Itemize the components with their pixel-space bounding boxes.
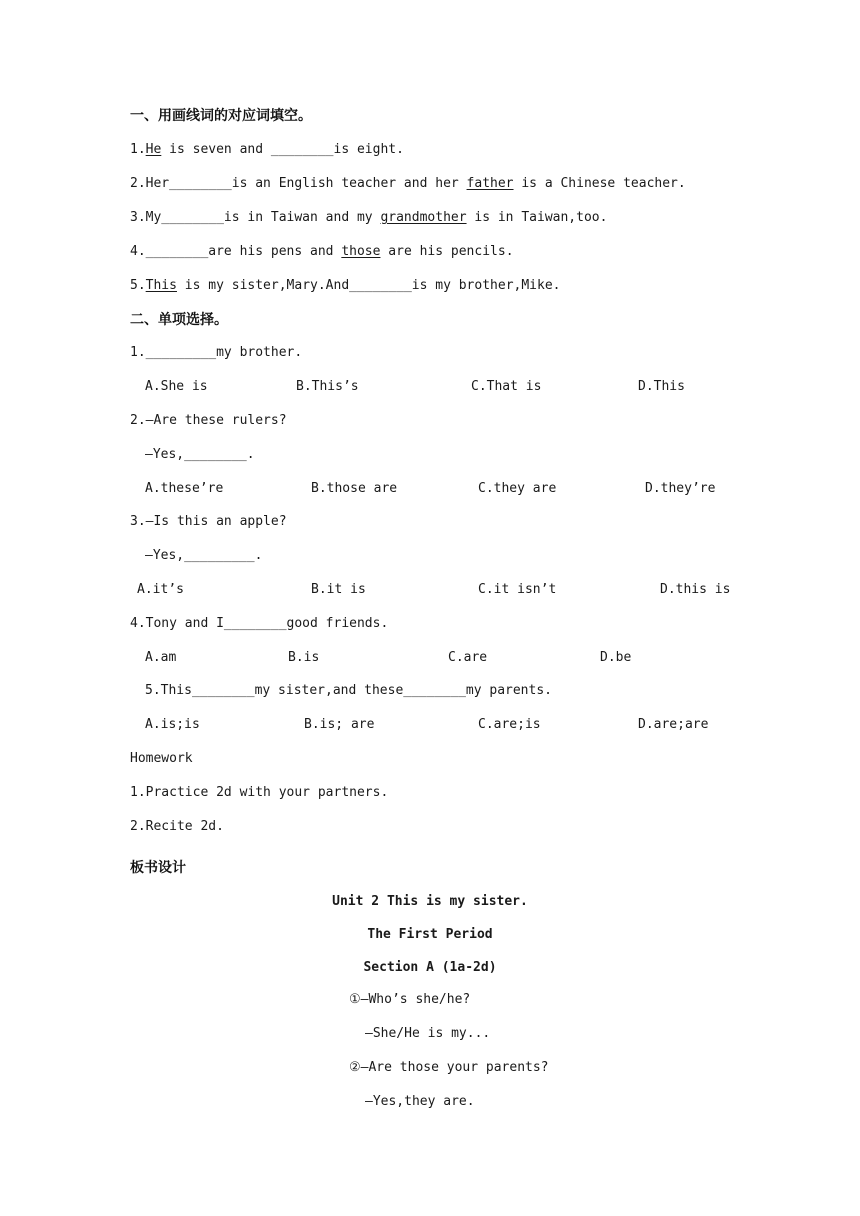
fill-item-4-underlined: those [341, 244, 381, 259]
fill-item-1 [130, 141, 404, 159]
homework-item-2: 2.Recite 2d. [130, 819, 224, 834]
mc-q2-answer-line: —Yes,________. [145, 447, 255, 462]
fill-item-2-prefix: 2.Her________is an English teacher and her [130, 176, 467, 191]
fill-item-4-prefix: 4.________are his pens and [130, 244, 342, 259]
board-line-1: ①—Who’s she/he? [349, 992, 471, 1007]
mc-q4-stem: 4.Tony and I________good friends. [130, 616, 389, 631]
mc-q4-option-d: D.be [600, 650, 632, 665]
fill-item-3-underlined: grandmother [380, 210, 467, 225]
board-line-3: ②—Are those your parents? [349, 1060, 549, 1075]
section2-heading: 二、单项选择。 [130, 312, 228, 328]
mc-q2-option-a: A.these’re [145, 481, 224, 496]
fill-item-5-prefix: 5. [130, 278, 146, 293]
fill-item-3 [130, 209, 607, 227]
mc-q5-option-b: B.is; are [304, 717, 375, 732]
fill-item-5-underlined: This [145, 278, 177, 293]
mc-q1-option-a: A.She is [145, 379, 208, 394]
mc-q3-answer-line: —Yes,_________. [145, 548, 263, 563]
fill-item-1-prefix: 1. [130, 142, 146, 157]
mc-q2-option-b: B.those are [311, 481, 398, 496]
homework-title: Homework [130, 751, 193, 766]
mc-q4-option-c: C.are [448, 650, 488, 665]
mc-q1-option-d: D.This [638, 379, 685, 394]
mc-q1-option-b: B.This’s [296, 379, 359, 394]
mc-q3-option-b: B.it is [311, 582, 366, 597]
mc-q2-option-d: D.they’re [645, 481, 716, 496]
fill-item-5-suffix: is my sister,Mary.And________is my brother,Mike. [176, 278, 561, 293]
mc-q2-option-c: C.they are [478, 481, 557, 496]
mc-q1-stem: 1._________my brother. [130, 345, 303, 360]
fill-item-3-prefix: 3.My________is in Taiwan and my [130, 210, 381, 225]
board-section: Section A (1a-2d) [363, 960, 497, 975]
fill-item-1-underlined: He [145, 142, 162, 157]
fill-item-2-underlined: father [466, 176, 514, 191]
mc-q3-stem: 3.—Is this an apple? [130, 514, 287, 529]
fill-item-2-suffix: is a Chinese teacher. [513, 176, 686, 191]
mc-q1-option-c: C.That is [471, 379, 542, 394]
fill-item-5 [130, 277, 560, 295]
section1-heading: 一、用画线词的对应词填空。 [130, 108, 312, 124]
mc-q4-option-a: A.am [145, 650, 177, 665]
mc-q3-option-d: D.this is [660, 582, 731, 597]
fill-item-1-suffix: is seven and ________is eight. [161, 142, 404, 157]
fill-item-4-suffix: are his pencils. [380, 244, 514, 259]
mc-q3-option-c: C.it isn’t [478, 582, 557, 597]
mc-q5-option-d: D.are;are [638, 717, 709, 732]
board-line-4: —Yes,they are. [365, 1094, 475, 1109]
mc-q5-stem: 5.This________my sister,and these________my parents. [145, 683, 552, 698]
board-title: Unit 2 This is my sister. [332, 894, 528, 909]
board-heading: 板书设计 [130, 860, 186, 876]
fill-item-3-suffix: is in Taiwan,too. [466, 210, 608, 225]
board-line-2: —She/He is my... [365, 1026, 491, 1041]
mc-q5-option-a: A.is;is [145, 717, 200, 732]
fill-item-2 [130, 175, 686, 193]
mc-q5-option-c: C.are;is [478, 717, 541, 732]
homework-item-1: 1.Practice 2d with your partners. [130, 785, 389, 800]
mc-q3-option-a: A.it’s [137, 582, 184, 597]
fill-item-4 [130, 243, 514, 261]
board-period: The First Period [367, 927, 493, 942]
mc-q4-option-b: B.is [288, 650, 320, 665]
mc-q2-stem: 2.—Are these rulers? [130, 413, 287, 428]
